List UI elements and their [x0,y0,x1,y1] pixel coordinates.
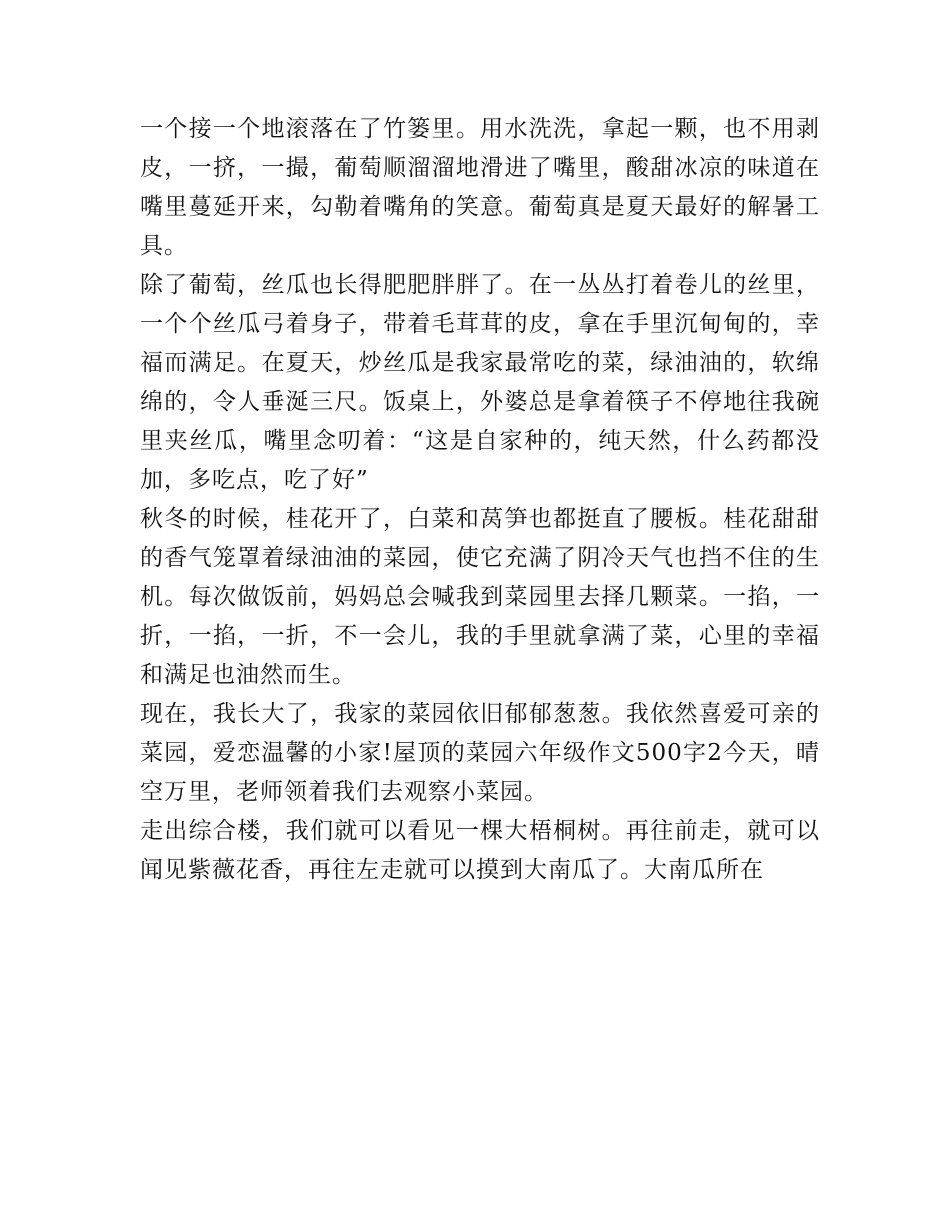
paragraph-walk: 走出综合楼，我们就可以看见一棵大梧桐树。再往前走，就可以闻见紫薇花香，再往左走就可以摸到大南瓜了。大南瓜所在 [140,818,820,883]
paragraph-grapes: 一个接一个地滚落在了竹篓里。用水洗洗，拿起一颗，也不用剥皮，一挤，一撮，葡萄顺溜溜地滑进了嘴里，酸甜冰凉的味道在嘴里蔓延开来，勾勒着嘴角的笑意。葡萄真是夏天最好的解暑工具。 [140,116,820,259]
paragraph-autumn-winter: 秋冬的时候，桂花开了，白菜和莴笋也都挺直了腰板。桂花甜甜的香气笼罩着绿油油的菜园，使它充满了阴冷天气也挡不住的生机。每次做饭前，妈妈总会喊我到菜园里去择几颗菜。一掐，一折，一掐，一折，不一会儿，我的手里就拿满了菜，心里的幸福和满足也油然而生。 [140,506,820,688]
paragraph-luffa: 除了葡萄，丝瓜也长得肥肥胖胖了。在一丛丛打着卷儿的丝里，一个个丝瓜弓着身子，带着毛茸茸的皮，拿在手里沉甸甸的，幸福而满足。在夏天，炒丝瓜是我家最常吃的菜，绿油油的，软绵绵的，令人垂涎三尺。饭桌上，外婆总是拿着筷子不停地往我碗里夹丝瓜，嘴里念叨着：“这是自家种的，纯天然，什么药都没加，多吃点，吃了好” [140,272,820,493]
document-body [140,110,820,890]
paragraph-now: 现在，我长大了，我家的菜园依旧郁郁葱葱。我依然喜爱可亲的菜园，爱恋温馨的小家!屋顶的菜园六年级作文500字2今天，晴空万里，老师领着我们去观察小菜园。 [140,701,820,805]
